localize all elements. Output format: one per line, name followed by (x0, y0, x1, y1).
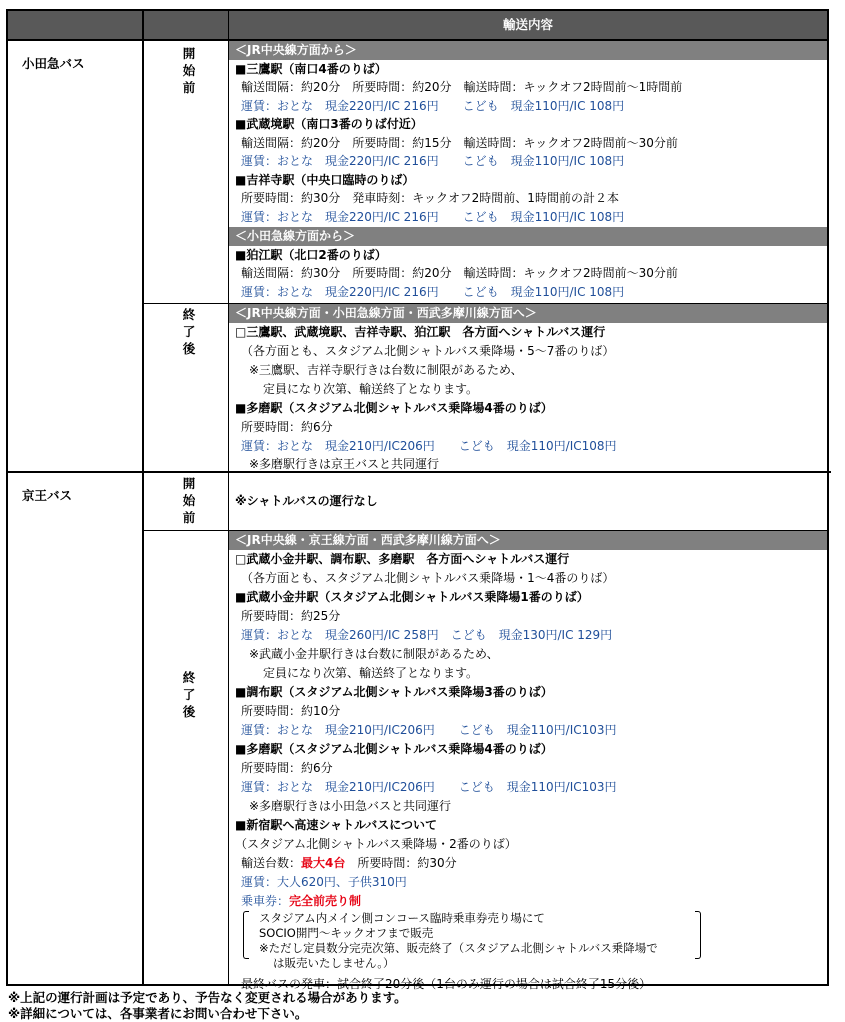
ticket-label: 乗車券： (241, 894, 290, 908)
odakyu-after-content (228, 304, 827, 471)
service-info (229, 854, 827, 873)
transport-table (6, 9, 829, 991)
header-title: 輸送内容 (228, 11, 827, 41)
section-header: ＜JR中央線・京王線方面・西武多摩川線方面へ＞ (229, 531, 827, 550)
fare-info: 運賃：おとな 現金220円/IC 216円 こども 現金110円/IC 108円 (241, 209, 625, 224)
boarding-info: （各方面とも、スタジアム北側シャトルバス乗降場・1～4番のりば） (241, 571, 615, 585)
operator-cell-odakyu (8, 41, 144, 473)
station-title: ■武蔵境駅（南口3番のりば付近） (235, 117, 423, 131)
header-phase-cell (144, 11, 228, 41)
phase-keio-after (144, 531, 228, 984)
fare-info: 運賃：大人620円、子供310円 (241, 875, 407, 889)
note-text: ※多磨駅行きは京王バスと共同運行 (249, 457, 440, 471)
operator-name-keio: 京王バス (22, 488, 73, 503)
station-title: ■三鷹駅（南口4番のりば） (235, 61, 387, 76)
note-text: ※多磨駅行きは小田急バスと共同運行 (249, 799, 452, 813)
service-info: 輸送間隔：約20分 所要時間：約20分 輸送時間：キックオフ2時間前～1時間前 (241, 80, 683, 94)
service-info: 所要時間：約10分 (241, 704, 341, 718)
service-info: 所要時間：約30分 発車時刻：キックオフ2時間前、1時間前の計２本 (241, 191, 619, 205)
phase-label: 開 始 前 (182, 476, 196, 525)
capacity-value: 最大4台 (301, 856, 346, 870)
note-text: ※三鷹駅、吉祥寺駅行きは台数に制限があるため、 (249, 363, 523, 377)
station-title: ■新宿駅へ高速シャトルバスについて (235, 818, 438, 832)
phase-odakyu-after (144, 304, 228, 471)
sales-note: ※ただし定員数分完売次第、販売終了（スタジアム北側シャトルバス乗降場で (259, 941, 658, 955)
fare-info: 運賃：おとな 現金260円/IC 258円 こども 現金130円/IC 129円 (241, 628, 613, 642)
ticket-info (229, 892, 827, 911)
station-title: ■武蔵小金井駅（スタジアム北側シャトルバス乗降場1番のりば） (235, 590, 589, 604)
ticket-value: 完全前売り制 (289, 894, 362, 908)
sales-note: スタジアム内メイン側コンコース臨時乗車券売り場にて (259, 911, 545, 925)
section-header: ＜JR中央線方面から＞ (229, 41, 827, 60)
sales-note: SOCIO開門～キックオフまで販売 (259, 926, 434, 940)
station-title: ■吉祥寺駅（中央口臨時のりば） (235, 172, 415, 187)
section-header: ＜JR中央線方面・小田急線方面・西武多摩川線方面へ＞ (229, 304, 827, 323)
section-header: ＜小田急線方面から＞ (229, 227, 827, 246)
service-info: 輸送間隔：約30分 所要時間：約20分 輸送時間：キックオフ2時間前～30分前 (241, 266, 678, 280)
station-title: ■調布駅（スタジアム北側シャトルバス乗降場3番のりば） (235, 685, 553, 699)
phase-label: 終 了 後 (182, 670, 196, 719)
phase-keio-before (144, 473, 228, 530)
fare-info: 運賃：おとな 現金210円/IC206円 こども 現金110円/IC108円 (241, 439, 617, 453)
service-info: 所要時間：約6分 (241, 761, 333, 775)
odakyu-before-content (228, 41, 827, 303)
no-service-note: ※シャトルバスの運行なし (235, 494, 378, 508)
station-title: ■多磨駅（スタジアム北側シャトルバス乗降場4番のりば） (235, 401, 553, 415)
keio-before-content (228, 473, 827, 530)
route-summary: □武蔵小金井駅、調布駅、多磨駅 各方面へシャトルバス運行 (235, 552, 570, 566)
note-text: 定員になり次第、輸送終了となります。 (263, 666, 479, 680)
footer-note: ※上記の運行計画は予定であり、予告なく変更される場合があります。 (8, 990, 407, 1005)
keio-after-content (228, 531, 827, 991)
service-info: 所要時間：約6分 (241, 420, 333, 434)
note-text: 定員になり次第、輸送終了となります。 (263, 382, 479, 396)
header-operator-cell (8, 11, 144, 41)
operator-name-odakyu: 小田急バス (22, 56, 85, 71)
duration-text: 所要時間：約30分 (345, 856, 457, 870)
service-info: 所要時間：約25分 (241, 609, 341, 623)
last-bus-info: 最終バスの発車：試合終了20分後（1台のみ運行の場合は試合終了15分後） (241, 977, 652, 991)
boarding-info: （スタジアム北側シャトルバス乗降場・2番のりば） (235, 837, 517, 851)
fare-info: 運賃：おとな 現金220円/IC 216円 こども 現金110円/IC 108円 (241, 284, 625, 299)
fare-info: 運賃：おとな 現金210円/IC206円 こども 現金110円/IC103円 (241, 723, 617, 737)
service-info: 輸送間隔：約20分 所要時間：約15分 輸送時間：キックオフ2時間前～30分前 (241, 135, 678, 150)
fare-info: 運賃：おとな 現金220円/IC 216円 こども 現金110円/IC 108円 (241, 98, 625, 113)
fare-info: 運賃：おとな 現金220円/IC 216円 こども 現金110円/IC 108円 (241, 154, 625, 168)
phase-odakyu-before (144, 41, 228, 303)
footer-note: ※詳細については、各事業者にお問い合わせ下さい。 (8, 1006, 308, 1021)
station-title: ■狛江駅（北口2番のりば） (235, 247, 387, 262)
fare-info: 運賃：おとな 現金210円/IC206円 こども 現金110円/IC103円 (241, 780, 617, 794)
route-summary: □三鷹駅、武蔵境駅、吉祥寺駅、狛江駅 各方面へシャトルバス運行 (235, 325, 606, 339)
phase-label: 終 了 後 (182, 307, 196, 356)
capacity-label: 輸送台数： (241, 856, 302, 870)
station-title: ■多磨駅（スタジアム北側シャトルバス乗降場4番のりば） (235, 742, 553, 756)
operator-cell-keio (8, 473, 144, 984)
boarding-info: （各方面とも、スタジアム北側シャトルバス乗降場・5～7番のりば） (241, 344, 615, 358)
phase-label: 開 始 前 (182, 46, 196, 95)
note-text: ※武蔵小金井駅行きは台数に制限があるため、 (249, 647, 499, 661)
sales-note: は販売いたしません。） (273, 956, 395, 970)
